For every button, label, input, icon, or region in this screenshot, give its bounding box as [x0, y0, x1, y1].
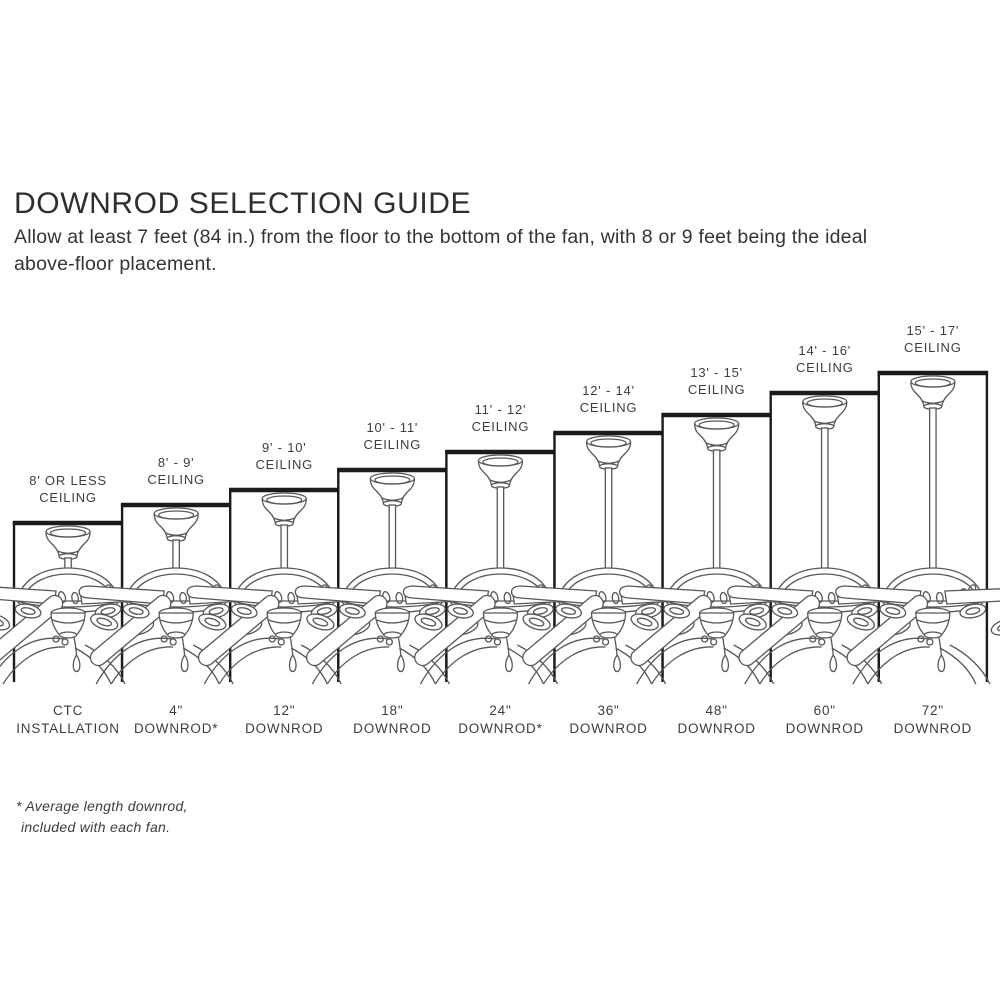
ceiling-height-label [871, 322, 995, 356]
downrod-size-label [871, 702, 995, 737]
footnote-line-1: * Average length downrod, [16, 798, 188, 814]
ceiling-range-text: 12' - 14' [582, 383, 635, 398]
downrod-size-label [330, 702, 454, 737]
intro-line-2: above-floor placement. [14, 253, 217, 275]
downrod-size-text: 4" [169, 703, 184, 718]
ceiling-word-text: CEILING [579, 400, 638, 415]
downrod-size-label [547, 702, 671, 737]
downrod-size-text: 72" [921, 703, 944, 718]
ceiling-range-text: 13' - 15' [690, 365, 743, 380]
ceiling-word-text: CEILING [39, 490, 97, 505]
downrod-word-text: DOWNROD [353, 720, 432, 736]
ceiling-height-label [6, 472, 130, 506]
downrod-size-text: 36" [597, 703, 620, 718]
downrod-size-label [6, 702, 130, 737]
ceiling-word-text: CEILING [471, 419, 530, 434]
downrod-size-text: 60" [813, 703, 836, 718]
ceiling-range-text: 10' - 11' [366, 420, 419, 435]
ceiling-range-text: 11' - 12' [474, 402, 527, 417]
ceiling-height-label [438, 401, 562, 435]
downrod-size-text: 18" [381, 703, 404, 718]
footnote [16, 796, 188, 837]
ceiling-word-text: CEILING [363, 437, 422, 452]
ceiling-height-label [114, 454, 238, 488]
downrod-size-label [763, 702, 887, 737]
ceiling-height-label [655, 364, 779, 398]
downrod-word-text: DOWNROD [785, 720, 864, 736]
downrod-size-text: 12" [273, 703, 296, 718]
ceiling-word-text: CEILING [147, 472, 205, 487]
downrod-word-text: DOWNROD [569, 720, 648, 736]
ceiling-range-text: 8' - 9' [157, 455, 195, 470]
ceiling-height-label [763, 342, 887, 376]
downrod-word-text: DOWNROD* [458, 720, 543, 736]
downrod-word-text: DOWNROD [677, 720, 756, 736]
downrod-size-label [655, 702, 779, 737]
ceiling-word-text: CEILING [904, 340, 962, 355]
ceiling-word-text: CEILING [795, 360, 854, 375]
page-title: DOWNROD SELECTION GUIDE [14, 187, 472, 221]
downrod-size-text: 48" [705, 703, 728, 718]
ceiling-word-text: CEILING [255, 457, 314, 472]
ceiling-height-label [330, 419, 454, 453]
intro-line-1: Allow at least 7 feet (84 in.) from the floor to the bottom of the fan, with 8 or 9 feet being the ideal [14, 226, 868, 248]
footnote-line-2: included with each fan. [21, 818, 171, 835]
downrod-size-label [114, 702, 238, 737]
ceiling-word-text: CEILING [687, 382, 746, 397]
downrod-size-label [222, 702, 346, 737]
ceiling-range-text: 14' - 16' [798, 343, 852, 358]
ceiling-height-label [222, 439, 346, 473]
downrod-word-text: DOWNROD* [133, 720, 219, 736]
downrod-size-text: 24" [489, 703, 512, 718]
downrod-word-text: INSTALLATION [16, 720, 120, 736]
ceiling-range-text: 15' - 17' [906, 323, 960, 338]
ceiling-range-text: 8' OR LESS [29, 473, 107, 488]
downrod-word-text: DOWNROD [893, 720, 973, 736]
downrod-size-text: CTC [52, 703, 84, 718]
downrod-size-label [438, 702, 562, 737]
downrod-word-text: DOWNROD [245, 720, 324, 736]
ceiling-range-text: 9' - 10' [261, 440, 307, 455]
ceiling-height-label [547, 382, 671, 416]
